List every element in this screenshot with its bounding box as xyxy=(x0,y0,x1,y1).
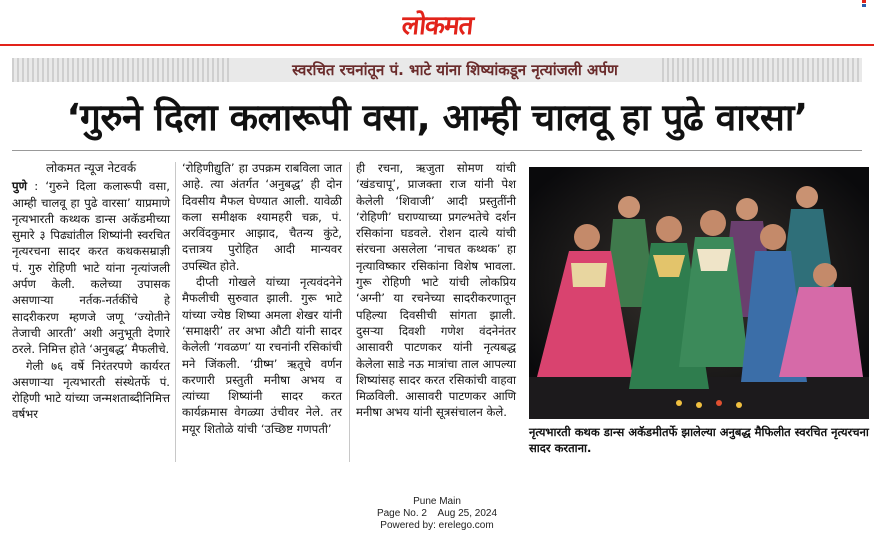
article-paragraph: गेली ७६ वर्षे निरंतरपणे कार्यरत असणाऱ्या नृत्यभारती संस्थेतर्फे पं. रोहिणी भाटे यांच्या जन्मशताब्दीनिमित्त वर्षभर xyxy=(12,358,170,422)
footer-powered-by: Powered by: erelego.com xyxy=(380,520,494,531)
dancers-photo-illustration xyxy=(529,167,869,419)
headline: ‘गुरुने दिला कलारूपी वसा, आम्ही चालवू हा पुढे वारसा’ xyxy=(66,96,808,139)
dateline-place: पुणे xyxy=(12,179,27,194)
headline-rule xyxy=(12,150,862,151)
footer-page-date: Page No. 2 Aug 25, 2024 xyxy=(376,508,498,519)
article-column-3 xyxy=(356,160,516,421)
photo-caption: नृत्यभारती कथक डान्स अकॅडमीतर्फे झालेल्या अनुबद्ध मैफिलीत स्वरचित नृत्यरचना सादर करताना. xyxy=(529,425,869,455)
paragraph-text: : ‘गुरुने दिला कलारूपी वसा, आम्ही चालवू हा पुढे वारसा’ याप्रमाणे नृत्यभारती कथ्थक डान्स अकॅडमीच्या सुमारे ३ पिढ्यांतील शिष्यांनी स्वरचित नृत्यरचना सादर करत कथकसम्राज्ञी पं. गुरु रोहिणी भाटे यांना नृत्यांजली अर्पण केली. कलेच्या उपासक असणाऱ्या नर्तक-नर्तकींचे हे सादरीकरण म्हणजे जणू ‘ज्योतीने तेजाची आरती’ अशी अनुभूती देणारे ठरले. निमित्त होते ‘अनुबद्ध’ मैफलीचे. xyxy=(12,179,170,357)
masthead-rule xyxy=(0,44,874,46)
article-paragraph: ही रचना, ऋजुता सोमण यांची ‘खंडचापू’, प्राजक्ता राज यांनी पेश केलेली ‘शिवाजी’ आदी प्रस्तुतींनी ‘रोहिणी’ घराण्याच्या प्रगल्भतेचे दर्शन रसिकांना घडवले. रोशन दात्ये यांची संरचना असलेला ‘नाचत कथ्थक’ हा नृत्याविष्कार रसिकांना विशेष भावला. गुरू रोहिणी भाटे यांची लोकप्रिय ‘अग्नी’ या रचनेच्या सादरीकरणातून पहिल्या दिवसीची सांगता झाली. दुसऱ्या दिवशी गणेश वंदनेनंतर आसावरी पाटणकर यांनी नृत्यबद्ध केलेला साडे नऊ मात्रांचा ताल आपल्या शिष्यांसह सादर करत रसिकांची वाहवा मिळविली. आसावरी पाटणकर आणि मनीषा अभय यांनी सूत्रसंचालन केले. xyxy=(356,161,516,420)
article-photo xyxy=(529,167,869,419)
article-column-2 xyxy=(182,160,342,437)
kicker-pattern-left xyxy=(12,58,232,82)
article-paragraph: दीप्ती गोखले यांच्या नृत्यवंदनेने मैफलीची सुरुवात झाली. गुरू भाटे यांच्या ज्येष्ठ शिष्या अमला शेखर यांनी ‘समाक्षरी’ तर अभा औटी यांनी सादर केलेली ‘गवळण’ या रचनांनी रसिकांची मने जिंकली. ‘ग्रीष्म’ ऋतूचे वर्णन करणारी प्रस्तुती मनीषा अभय व त्यांच्या शिष्यांनी सादर करत कार्यक्रमास वेगळ्या उंचीवर नेले. तर मयूर शितोळे यांची ‘उच्छिष्ट गणपती’ xyxy=(182,275,342,436)
byline: लोकमत न्यूज नेटवर्क xyxy=(45,161,137,175)
kicker-pattern-right xyxy=(662,58,862,82)
page-footer xyxy=(0,496,874,532)
article-paragraph xyxy=(12,178,170,357)
article-paragraph: ‘रोहिणीद्युति’ हा उपक्रम राबविला जात आहे. त्या अंतर्गत ‘अनुबद्ध’ ही दोन दिवसीय मैफल घेण्यात आली. यावेळी कला समीक्षक श्यामहरी चक्र, पं. अरविंदकुमार आझाद, चैतन्य कुंटे, दत्तात्रय पुरोहित आदी मान्यवर उपस्थित होते. xyxy=(182,161,342,273)
column-divider xyxy=(349,162,350,462)
kicker-band xyxy=(12,58,862,82)
kicker-text: स्वरचित रचनांतून पं. भाटे यांना शिष्यांकडून नृत्यांजली अर्पण xyxy=(250,60,660,80)
color-marker xyxy=(862,0,866,8)
newspaper-logo: लोकमत xyxy=(399,11,474,41)
article-column-1 xyxy=(12,160,170,423)
column-divider xyxy=(175,162,176,462)
masthead xyxy=(0,0,874,44)
footer-edition: Pune Main xyxy=(413,496,461,507)
